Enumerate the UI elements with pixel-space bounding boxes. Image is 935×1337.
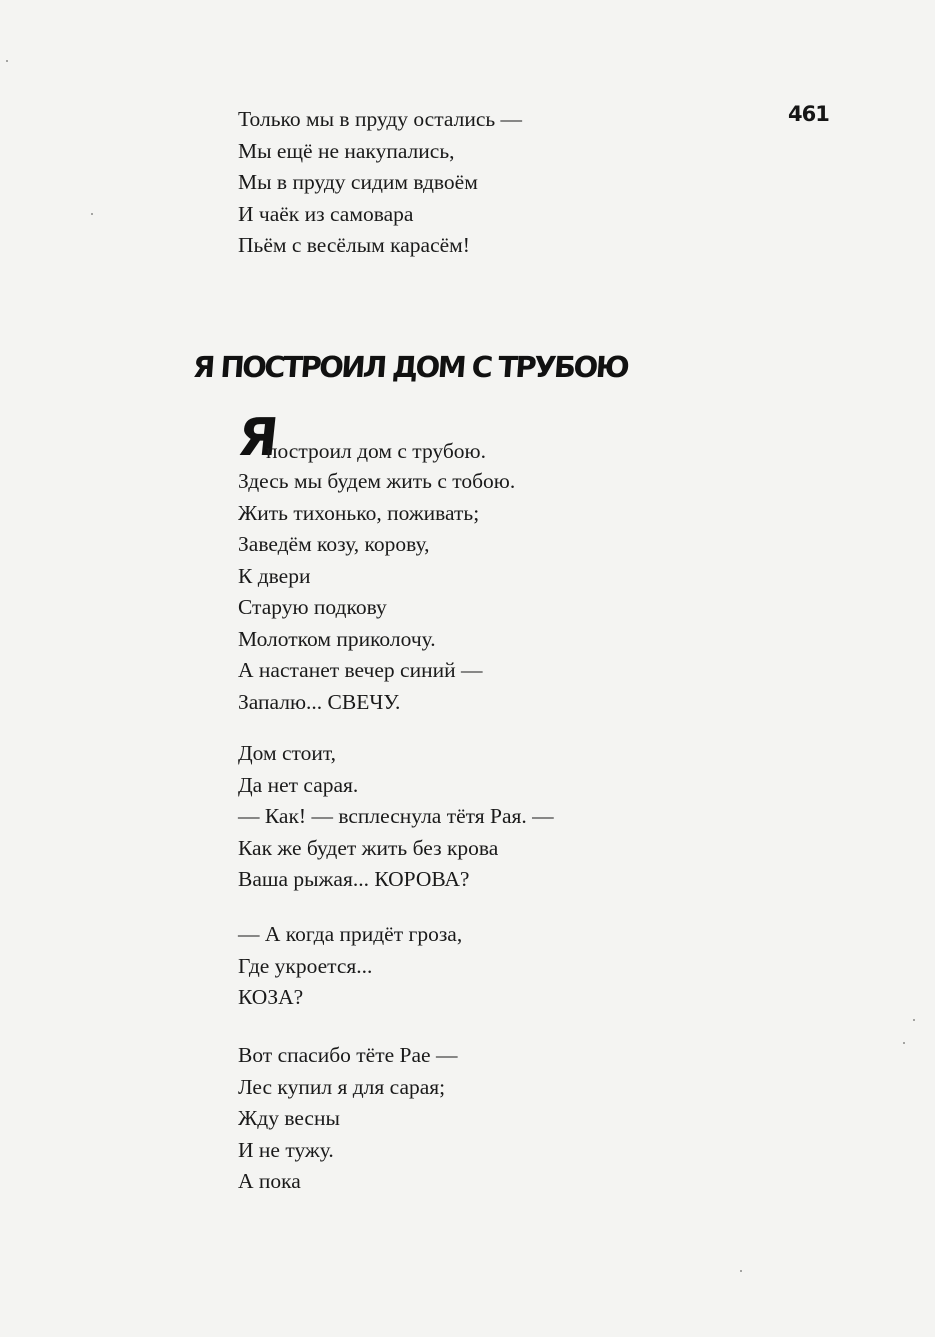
poem-line: А пока (238, 1169, 301, 1193)
poem-line: К двери (238, 563, 311, 588)
poem-line: И не тужу. (238, 1137, 334, 1162)
speck (6, 60, 8, 62)
poem-line: Дом стоит, (238, 741, 337, 765)
poem-line: Мы в пруду сидим вдвоём (238, 170, 478, 194)
poem-line: КОЗА? (238, 985, 304, 1009)
top-stanza (238, 104, 522, 262)
stanza-4 (238, 1040, 457, 1198)
poem-line: — Как! — всплеснула тётя Рая. — (238, 804, 554, 828)
poem-line: Лес купил я для сарая; (238, 1074, 446, 1099)
poem-line: Жду весны (238, 1106, 340, 1130)
poem-title: Я ПОСТРОИЛ ДОМ С ТРУБОЮ (191, 350, 629, 384)
poem-line: Только мы в пруду остались — (238, 107, 523, 131)
drop-cap: Я (234, 408, 282, 468)
speck (903, 1042, 905, 1044)
poem-line: построил дом с трубою. (266, 439, 486, 463)
poem-line: Запалю... СВЕЧУ. (238, 689, 401, 714)
poem-line: — А когда придёт гроза, (238, 922, 463, 946)
poem-line: Как же будет жить без крова (238, 835, 499, 860)
stanza-2 (238, 738, 554, 896)
stanza-3 (238, 919, 462, 1014)
speck (91, 213, 93, 215)
poem-line: И чаёк из самовара (238, 201, 414, 226)
poem-line: Где укроется... (238, 953, 373, 978)
poem-line: Ваша рыжая... КОРОВА? (238, 867, 470, 891)
poem-line: Старую подкову (238, 595, 387, 619)
speck (740, 1270, 742, 1272)
poem-line: Молотком приколочу. (238, 626, 436, 651)
speck (913, 1019, 915, 1021)
poem-line: Да нет сарая. (238, 772, 359, 797)
poem-line: Жить тихонько, поживать; (238, 500, 480, 525)
stanza-1 (238, 466, 515, 718)
poem-line: Пьём с весёлым карасём! (238, 233, 470, 257)
poem-line: А настанет вечер синий — (238, 658, 483, 682)
poem-line: Вот спасибо тёте Рае — (238, 1043, 458, 1067)
poem-line: Заведём козу, корову, (238, 532, 430, 556)
page-number: 461 (788, 102, 829, 126)
poem-line: Здесь мы будем жить с тобою. (238, 469, 516, 493)
poem-line: Мы ещё не накупались, (238, 138, 455, 163)
